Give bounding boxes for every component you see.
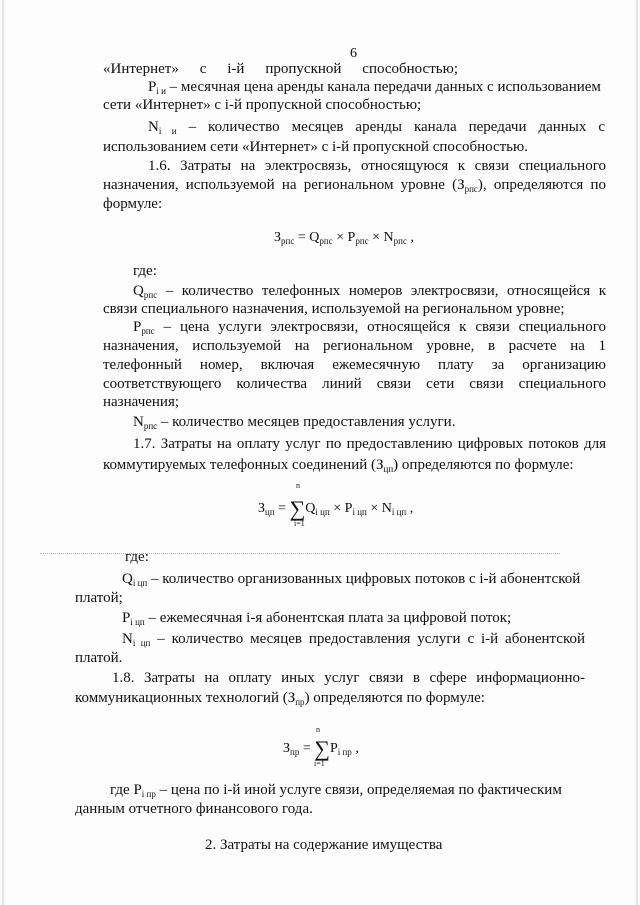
where-label: где: bbox=[133, 263, 157, 279]
section-1-7-line: коммутируемых телефонных соединений $(З_{цп})$ определяются по формуле: bbox=[103, 457, 574, 474]
definition-line: $Q_{рпс}$ – количество телефонных номеров электросвязи, относящейся к bbox=[133, 283, 606, 300]
text-line: данным отчетного финансового года. bbox=[75, 801, 313, 817]
sum-upper-limit: n bbox=[316, 725, 320, 734]
definition-line: $N_{рпс}$ – количество месяцев предоставления услуги. bbox=[133, 414, 456, 431]
text-line: назначения; bbox=[103, 394, 180, 410]
scan-artifact-dotted-line bbox=[40, 553, 560, 555]
definition-line: $P_{i и}$ – месячная цена аренды канала передачи данных с использованием bbox=[148, 79, 601, 96]
sum-lower-limit: i=1 bbox=[314, 759, 325, 768]
scan-edge-right bbox=[636, 0, 638, 905]
text-line: телефонный номер, включая ежемесячную плату за организацию bbox=[103, 357, 606, 373]
text-line: использованием сети «Интернет» с i-й пропускной способностью. bbox=[103, 139, 528, 155]
formula-1-8: $З_{пр} = \sum P_{i пр}$ , bbox=[283, 736, 359, 761]
section-heading-2: 2. Затраты на содержание имущества bbox=[205, 837, 443, 853]
text-line: платой; bbox=[75, 590, 123, 606]
definition-line: $Q_{i цп}$ – количество организованных цифровых потоков с i-й абонентской bbox=[122, 571, 581, 588]
text-line: связи специального назначения, используемой на региональном уровне; bbox=[103, 301, 565, 317]
definition-line: $N_{i цп}$ – количество месяцев предоставления услуги с i-й абонентской bbox=[122, 631, 586, 648]
sum-upper-limit: n bbox=[296, 481, 300, 490]
section-1-6-line: назначения, используемой на региональном уровне $(З_{рпс})$, определяются по bbox=[103, 177, 606, 194]
formula-1-6: $З_{рпс} = Q_{рпс} \times P_{рпс} \times N_{рпс}$ , bbox=[274, 230, 414, 246]
definition-line: $P_{i цп}$ – ежемесячная i-я абонентская плата за цифровой поток; bbox=[122, 610, 512, 627]
section-1-7-line: 1.7. Затраты на оплату услуг по предоставлению цифровых потоков для bbox=[133, 436, 606, 452]
sum-lower-limit: i=1 bbox=[294, 519, 305, 528]
text-line: сети «Интернет» с i-й пропускной способностью; bbox=[103, 97, 422, 113]
definition-line: где $P_{i пр}$ – цена по i-й иной услуге связи, определяемая по фактическим bbox=[110, 782, 562, 799]
definition-line: $N_{i и}$ – количество месяцев аренды канала передачи данных с bbox=[148, 119, 605, 136]
page-number: 6 bbox=[350, 46, 357, 61]
text-line: соответствующего количества линий связи сети связи специального bbox=[103, 376, 606, 392]
definition-line: $P_{рпс}$ – цена услуги электросвязи, относящейся к связи специального bbox=[133, 319, 606, 336]
section-1-6-line: 1.6. Затраты на электросвязь, относящуюся к связи специального bbox=[148, 158, 606, 174]
section-1-6-line: формуле: bbox=[103, 196, 163, 212]
text-line: назначения, используемой на региональном уровне, в расчете на 1 bbox=[103, 338, 606, 354]
text-line: платой. bbox=[75, 650, 123, 666]
scan-edge-left bbox=[2, 0, 4, 905]
formula-1-7: $З_{цп} = \sum Q_{i цп} \times P_{i цп} \times N_{i цп}$ , bbox=[258, 496, 414, 521]
section-1-8-line: 1.8. Затраты на оплату иных услуг связи в сфере информационно- bbox=[112, 670, 585, 686]
section-1-8-line: коммуникационных технологий $(З_{пр})$ определяются по формуле: bbox=[75, 690, 485, 707]
text-line: «Интернет» с i-й пропускной способностью; bbox=[103, 61, 458, 77]
where-label: где: bbox=[125, 549, 149, 565]
